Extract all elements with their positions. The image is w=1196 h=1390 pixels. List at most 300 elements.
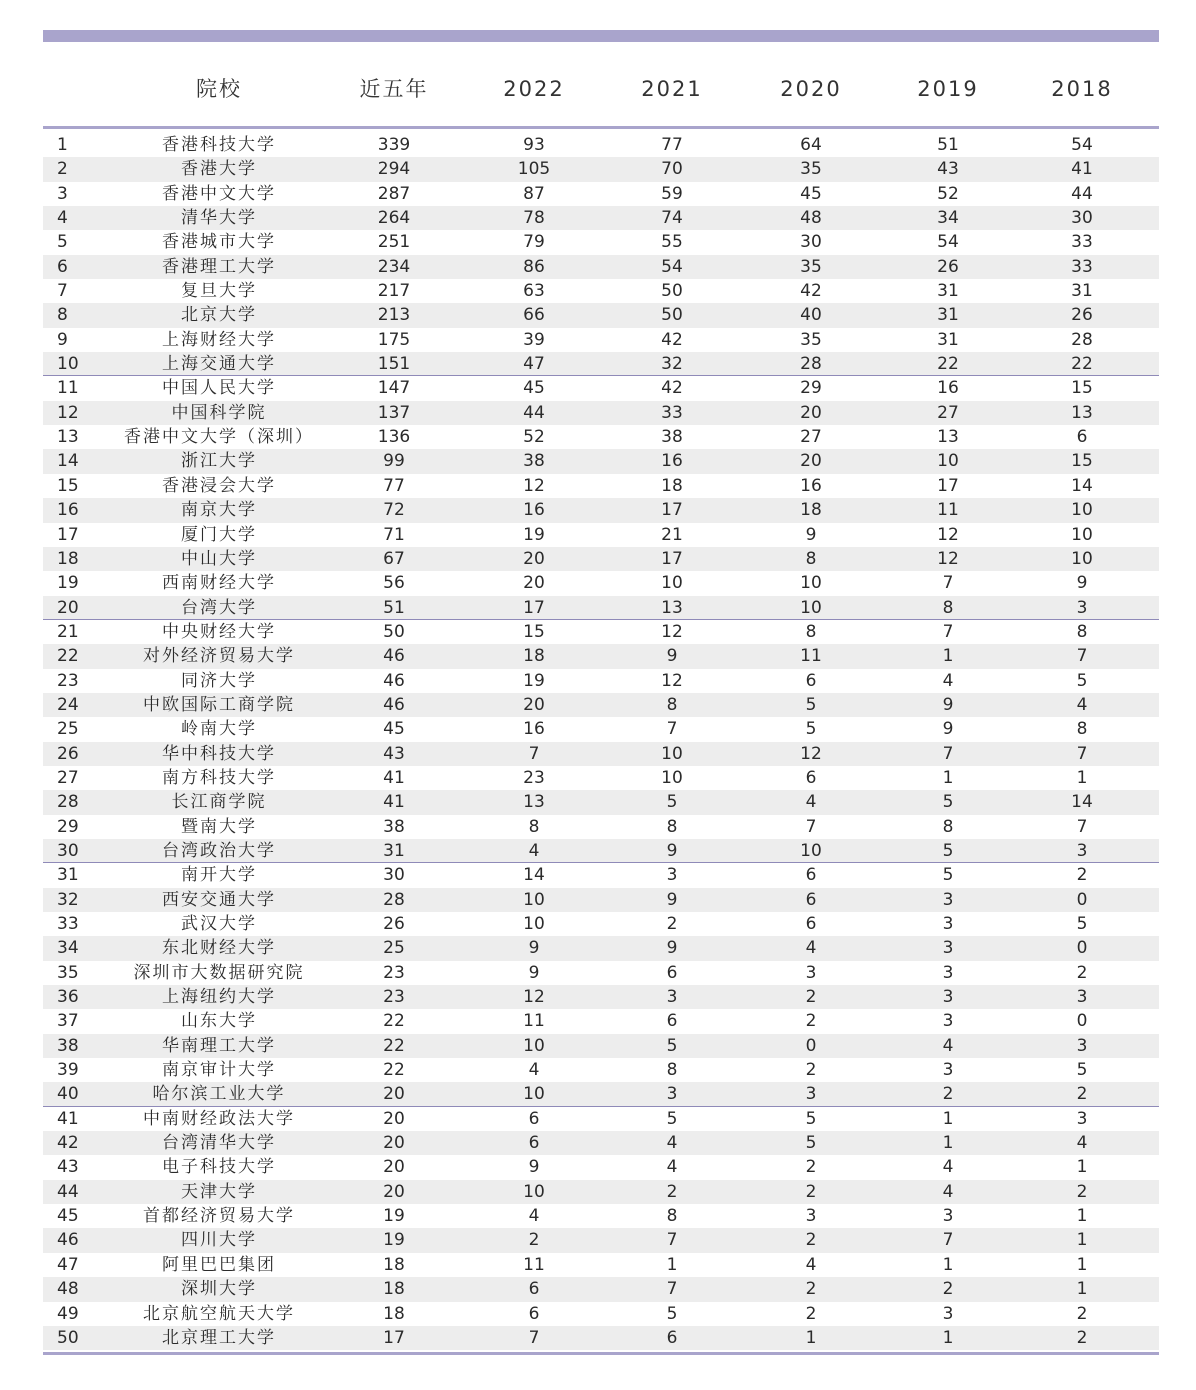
table-row [43, 133, 1159, 157]
institution-cell: 台湾大学 [181, 597, 257, 618]
table-row [43, 596, 1159, 620]
year-2018-cell: 28 [1071, 329, 1093, 350]
rank-cell: 30 [57, 840, 79, 861]
year-2019-cell: 1 [942, 1327, 954, 1348]
institution-cell: 厦门大学 [181, 524, 257, 545]
year-2020-cell: 0 [805, 1035, 817, 1056]
year-2022-cell: 9 [528, 938, 540, 959]
year-2021-cell: 2 [666, 1181, 678, 1202]
year-2022-cell: 12 [523, 987, 545, 1008]
table-row [43, 1131, 1159, 1155]
year-2021-cell: 18 [661, 475, 683, 496]
table-row [43, 693, 1159, 717]
rank-cell: 28 [57, 792, 79, 813]
year-2022-cell: 79 [523, 232, 545, 253]
year-2020-cell: 20 [800, 451, 822, 472]
year-2020-cell: 5 [805, 719, 817, 740]
year-2022-cell: 66 [523, 305, 545, 326]
table-row [43, 255, 1159, 279]
institution-cell: 北京大学 [181, 305, 257, 326]
year-2022-cell: 8 [528, 816, 540, 837]
five-year-total-cell: 147 [377, 378, 411, 399]
year-2020-cell: 35 [800, 159, 822, 180]
institution-cell: 长江商学院 [171, 792, 267, 813]
year-2020-cell: 2 [805, 1060, 817, 1081]
year-2019-cell: 3 [942, 914, 954, 934]
year-2022-cell: 4 [528, 1060, 540, 1081]
five-year-total-cell: 43 [383, 743, 405, 764]
institution-cell: 南京大学 [181, 500, 257, 521]
table-row [43, 157, 1159, 181]
five-year-total-cell: 251 [377, 232, 411, 253]
institution-cell: 上海纽约大学 [162, 987, 276, 1008]
rank-cell: 38 [57, 1035, 79, 1056]
year-2021-cell: 8 [666, 694, 678, 715]
table-row [43, 1058, 1159, 1082]
table-row [43, 815, 1159, 839]
institution-cell: 北京航空航天大学 [143, 1303, 295, 1324]
header-2022: 2022 [503, 77, 565, 101]
five-year-total-cell: 41 [383, 792, 405, 813]
year-2018-cell: 41 [1071, 159, 1093, 180]
rank-cell: 35 [57, 962, 79, 983]
institution-cell: 中国科学院 [171, 402, 267, 423]
year-2018-cell: 15 [1071, 378, 1093, 399]
year-2020-cell: 5 [805, 1108, 817, 1129]
year-2020-cell: 2 [805, 1303, 817, 1324]
year-2019-cell: 3 [942, 938, 954, 959]
year-2018-cell: 2 [1076, 962, 1088, 983]
rank-cell: 50 [57, 1327, 79, 1348]
institution-cell: 同济大学 [181, 670, 257, 691]
institution-cell: 天津大学 [181, 1181, 257, 1202]
year-2020-cell: 10 [800, 840, 822, 861]
year-2019-cell: 9 [942, 694, 954, 715]
year-2021-cell: 42 [661, 378, 683, 399]
year-2020-cell: 4 [805, 938, 817, 959]
year-2018-cell: 10 [1071, 524, 1093, 545]
table-row [43, 1107, 1159, 1131]
year-2022-cell: 105 [517, 159, 551, 180]
table-row [43, 1155, 1159, 1179]
year-2021-cell: 7 [666, 719, 678, 740]
institution-cell: 四川大学 [181, 1230, 257, 1251]
rank-cell: 9 [57, 329, 68, 350]
five-year-total-cell: 99 [383, 451, 405, 472]
rank-cell: 44 [57, 1181, 79, 1202]
year-2021-cell: 17 [661, 548, 683, 569]
five-year-total-cell: 217 [377, 281, 411, 302]
five-year-total-cell: 20 [383, 1157, 405, 1178]
institution-cell: 香港中文大学（深圳） [124, 427, 314, 448]
year-2021-cell: 10 [661, 767, 683, 788]
rank-cell: 46 [57, 1230, 79, 1251]
five-year-total-cell: 19 [383, 1206, 405, 1227]
year-2020-cell: 8 [805, 548, 817, 569]
year-2021-cell: 5 [666, 1303, 678, 1324]
five-year-total-cell: 137 [377, 402, 411, 423]
year-2021-cell: 6 [666, 1011, 678, 1032]
institution-cell: 南方科技大学 [162, 767, 276, 788]
year-2019-cell: 12 [937, 524, 959, 545]
table-row [43, 547, 1159, 571]
institution-cell: 中央财经大学 [162, 621, 276, 642]
year-2022-cell: 16 [523, 719, 545, 740]
year-2021-cell: 10 [661, 743, 683, 764]
year-2019-cell: 3 [942, 1011, 954, 1032]
year-2018-cell: 6 [1076, 427, 1088, 448]
year-2022-cell: 86 [523, 256, 545, 277]
year-2021-cell: 5 [666, 1108, 678, 1129]
institution-cell: 上海交通大学 [162, 354, 276, 375]
rank-cell: 17 [57, 524, 79, 545]
year-2022-cell: 9 [528, 1157, 540, 1178]
year-2018-cell: 8 [1076, 621, 1088, 642]
year-2019-cell: 34 [937, 208, 959, 229]
institution-cell: 西南财经大学 [162, 573, 276, 594]
year-2020-cell: 4 [805, 1254, 817, 1275]
table-row [43, 498, 1159, 522]
table-row [43, 790, 1159, 814]
year-2018-cell: 31 [1071, 281, 1093, 302]
year-2020-cell: 6 [805, 889, 817, 910]
year-2020-cell: 27 [800, 427, 822, 448]
year-2019-cell: 51 [937, 135, 959, 155]
year-2018-cell: 44 [1071, 183, 1093, 204]
header-divider [43, 126, 1159, 129]
rank-cell: 14 [57, 451, 79, 472]
institution-cell: 深圳大学 [181, 1279, 257, 1300]
year-2019-cell: 2 [942, 1084, 954, 1105]
year-2018-cell: 7 [1076, 646, 1088, 667]
year-2018-cell: 4 [1076, 694, 1088, 715]
year-2018-cell: 2 [1076, 1327, 1088, 1348]
year-2019-cell: 52 [937, 183, 959, 204]
year-2021-cell: 59 [661, 183, 683, 204]
year-2020-cell: 30 [800, 232, 822, 253]
year-2019-cell: 3 [942, 1303, 954, 1324]
year-2021-cell: 4 [666, 1157, 678, 1178]
year-2022-cell: 78 [523, 208, 545, 229]
rank-cell: 11 [57, 378, 79, 399]
rank-cell: 23 [57, 670, 79, 691]
year-2018-cell: 3 [1076, 987, 1088, 1008]
institution-cell: 台湾政治大学 [162, 840, 276, 861]
year-2020-cell: 35 [800, 329, 822, 350]
year-2021-cell: 2 [666, 914, 678, 934]
year-2018-cell: 4 [1076, 1133, 1088, 1154]
year-2018-cell: 8 [1076, 719, 1088, 740]
five-year-total-cell: 22 [383, 1035, 405, 1056]
year-2018-cell: 3 [1076, 1108, 1088, 1129]
year-2020-cell: 5 [805, 694, 817, 715]
five-year-total-cell: 22 [383, 1011, 405, 1032]
year-2019-cell: 1 [942, 1254, 954, 1275]
institution-cell: 对外经济贸易大学 [143, 646, 295, 667]
table-row [43, 961, 1159, 985]
year-2020-cell: 6 [805, 914, 817, 934]
five-year-total-cell: 41 [383, 767, 405, 788]
institution-cell: 华南理工大学 [162, 1035, 276, 1056]
rank-cell: 31 [57, 865, 79, 886]
year-2019-cell: 31 [937, 305, 959, 326]
table-row [43, 1204, 1159, 1228]
year-2019-cell: 3 [942, 987, 954, 1008]
five-year-total-cell: 151 [377, 354, 411, 375]
year-2019-cell: 16 [937, 378, 959, 399]
institution-cell: 暨南大学 [181, 816, 257, 837]
year-2022-cell: 6 [528, 1108, 540, 1129]
year-2020-cell: 2 [805, 1011, 817, 1032]
year-2022-cell: 17 [523, 597, 545, 618]
year-2022-cell: 19 [523, 524, 545, 545]
year-2019-cell: 8 [942, 597, 954, 618]
rank-cell: 41 [57, 1108, 79, 1129]
year-2022-cell: 16 [523, 500, 545, 521]
institution-cell: 香港理工大学 [162, 256, 276, 277]
year-2021-cell: 16 [661, 451, 683, 472]
year-2020-cell: 10 [800, 573, 822, 594]
year-2021-cell: 5 [666, 1035, 678, 1056]
header-2019: 2019 [917, 77, 979, 101]
table-row [43, 742, 1159, 766]
year-2022-cell: 45 [523, 378, 545, 399]
year-2021-cell: 54 [661, 256, 683, 277]
year-2018-cell: 2 [1076, 1181, 1088, 1202]
five-year-total-cell: 71 [383, 524, 405, 545]
year-2020-cell: 8 [805, 621, 817, 642]
five-year-total-cell: 50 [383, 621, 405, 642]
rank-cell: 25 [57, 719, 79, 740]
year-2019-cell: 8 [942, 816, 954, 837]
year-2019-cell: 13 [937, 427, 959, 448]
institution-cell: 中南财经政法大学 [143, 1108, 295, 1129]
five-year-total-cell: 287 [377, 183, 411, 204]
year-2019-cell: 4 [942, 1035, 954, 1056]
rank-cell: 37 [57, 1011, 79, 1032]
rank-cell: 16 [57, 500, 79, 521]
year-2019-cell: 1 [942, 767, 954, 788]
year-2018-cell: 14 [1071, 792, 1093, 813]
year-2022-cell: 13 [523, 792, 545, 813]
five-year-total-cell: 30 [383, 865, 405, 886]
year-2022-cell: 4 [528, 1206, 540, 1227]
year-2022-cell: 11 [523, 1011, 545, 1032]
table-row [43, 1034, 1159, 1058]
bottom-divider [43, 1352, 1159, 1355]
year-2022-cell: 20 [523, 573, 545, 594]
year-2019-cell: 3 [942, 1060, 954, 1081]
year-2020-cell: 1 [805, 1327, 817, 1348]
institution-cell: 中欧国际工商学院 [143, 694, 295, 715]
year-2018-cell: 7 [1076, 743, 1088, 764]
year-2022-cell: 23 [523, 767, 545, 788]
year-2020-cell: 2 [805, 1181, 817, 1202]
year-2018-cell: 3 [1076, 840, 1088, 861]
institution-cell: 电子科技大学 [162, 1157, 276, 1178]
year-2019-cell: 12 [937, 548, 959, 569]
year-2022-cell: 6 [528, 1133, 540, 1154]
rank-cell: 4 [57, 208, 68, 229]
year-2021-cell: 13 [661, 597, 683, 618]
year-2022-cell: 11 [523, 1254, 545, 1275]
year-2018-cell: 2 [1076, 1303, 1088, 1324]
rank-cell: 27 [57, 767, 79, 788]
year-2018-cell: 3 [1076, 597, 1088, 618]
rank-cell: 18 [57, 548, 79, 569]
table-row [43, 230, 1159, 254]
institution-cell: 上海财经大学 [162, 329, 276, 350]
table-row [43, 571, 1159, 595]
year-2021-cell: 9 [666, 840, 678, 861]
five-year-total-cell: 23 [383, 962, 405, 983]
year-2018-cell: 1 [1076, 1254, 1088, 1275]
institution-cell: 浙江大学 [181, 451, 257, 472]
year-2021-cell: 70 [661, 159, 683, 180]
table-row [43, 912, 1159, 936]
five-year-total-cell: 67 [383, 548, 405, 569]
year-2020-cell: 10 [800, 597, 822, 618]
rank-cell: 33 [57, 914, 79, 934]
table-row [43, 985, 1159, 1009]
year-2018-cell: 15 [1071, 451, 1093, 472]
table-header [43, 72, 1159, 106]
institution-cell: 香港大学 [181, 159, 257, 180]
year-2019-cell: 1 [942, 1133, 954, 1154]
five-year-total-cell: 26 [383, 914, 405, 934]
rank-cell: 5 [57, 232, 68, 253]
institution-cell: 岭南大学 [181, 719, 257, 740]
year-2019-cell: 11 [937, 500, 959, 521]
year-2019-cell: 7 [942, 743, 954, 764]
rank-cell: 20 [57, 597, 79, 618]
five-year-total-cell: 20 [383, 1133, 405, 1154]
institution-cell: 山东大学 [181, 1011, 257, 1032]
year-2019-cell: 7 [942, 621, 954, 642]
table-row [43, 328, 1159, 352]
rank-cell: 40 [57, 1084, 79, 1105]
year-2019-cell: 1 [942, 1108, 954, 1129]
five-year-total-cell: 136 [377, 427, 411, 448]
year-2020-cell: 5 [805, 1133, 817, 1154]
year-2021-cell: 3 [666, 865, 678, 886]
institution-cell: 台湾清华大学 [162, 1133, 276, 1154]
year-2019-cell: 5 [942, 792, 954, 813]
five-year-total-cell: 72 [383, 500, 405, 521]
year-2019-cell: 4 [942, 670, 954, 691]
table-row [43, 1009, 1159, 1033]
institution-cell: 哈尔滨工业大学 [152, 1084, 286, 1105]
table-row [43, 620, 1159, 644]
table-row [43, 839, 1159, 863]
year-2020-cell: 48 [800, 208, 822, 229]
table-row [43, 888, 1159, 912]
five-year-total-cell: 56 [383, 573, 405, 594]
year-2022-cell: 4 [528, 840, 540, 861]
rank-cell: 39 [57, 1060, 79, 1081]
year-2020-cell: 16 [800, 475, 822, 496]
table-body [43, 133, 1159, 1350]
rank-cell: 26 [57, 743, 79, 764]
rank-cell: 36 [57, 987, 79, 1008]
year-2020-cell: 28 [800, 354, 822, 375]
year-2018-cell: 26 [1071, 305, 1093, 326]
rank-cell: 3 [57, 183, 68, 204]
five-year-total-cell: 31 [383, 840, 405, 861]
year-2019-cell: 9 [942, 719, 954, 740]
rank-cell: 21 [57, 621, 79, 642]
five-year-total-cell: 234 [377, 256, 411, 277]
year-2019-cell: 10 [937, 451, 959, 472]
year-2022-cell: 44 [523, 402, 545, 423]
institution-cell: 首都经济贸易大学 [143, 1206, 295, 1227]
year-2019-cell: 43 [937, 159, 959, 180]
five-year-total-cell: 18 [383, 1303, 405, 1324]
table-row [43, 449, 1159, 473]
year-2021-cell: 9 [666, 938, 678, 959]
year-2020-cell: 7 [805, 816, 817, 837]
year-2021-cell: 12 [661, 621, 683, 642]
five-year-total-cell: 18 [383, 1254, 405, 1275]
institution-cell: 北京理工大学 [162, 1327, 276, 1348]
year-2021-cell: 12 [661, 670, 683, 691]
year-2018-cell: 33 [1071, 232, 1093, 253]
year-2018-cell: 2 [1076, 1084, 1088, 1105]
year-2019-cell: 3 [942, 962, 954, 983]
rank-cell: 43 [57, 1157, 79, 1178]
year-2020-cell: 18 [800, 500, 822, 521]
header-2020: 2020 [780, 77, 842, 101]
five-year-total-cell: 25 [383, 938, 405, 959]
five-year-total-cell: 20 [383, 1108, 405, 1129]
year-2021-cell: 6 [666, 962, 678, 983]
rank-cell: 42 [57, 1133, 79, 1154]
year-2021-cell: 74 [661, 208, 683, 229]
five-year-total-cell: 46 [383, 694, 405, 715]
year-2019-cell: 31 [937, 281, 959, 302]
header-2018: 2018 [1051, 77, 1113, 101]
year-2022-cell: 14 [523, 865, 545, 886]
five-year-total-cell: 46 [383, 670, 405, 691]
year-2019-cell: 26 [937, 256, 959, 277]
year-2022-cell: 20 [523, 548, 545, 569]
year-2020-cell: 35 [800, 256, 822, 277]
table-row [43, 376, 1159, 400]
rank-cell: 47 [57, 1254, 79, 1275]
table-row [43, 352, 1159, 376]
year-2021-cell: 33 [661, 402, 683, 423]
year-2018-cell: 1 [1076, 1279, 1088, 1300]
institution-cell: 香港科技大学 [162, 135, 276, 155]
year-2019-cell: 17 [937, 475, 959, 496]
table-row [43, 206, 1159, 230]
year-2022-cell: 10 [523, 914, 545, 934]
year-2022-cell: 47 [523, 354, 545, 375]
five-year-total-cell: 23 [383, 987, 405, 1008]
year-2021-cell: 3 [666, 1084, 678, 1105]
five-year-total-cell: 175 [377, 329, 411, 350]
year-2020-cell: 20 [800, 402, 822, 423]
table-row [43, 401, 1159, 425]
year-2021-cell: 55 [661, 232, 683, 253]
year-2022-cell: 12 [523, 475, 545, 496]
institution-cell: 西安交通大学 [162, 889, 276, 910]
year-2022-cell: 52 [523, 427, 545, 448]
year-2018-cell: 1 [1076, 1206, 1088, 1227]
institution-cell: 华中科技大学 [162, 743, 276, 764]
year-2021-cell: 50 [661, 281, 683, 302]
year-2019-cell: 31 [937, 329, 959, 350]
